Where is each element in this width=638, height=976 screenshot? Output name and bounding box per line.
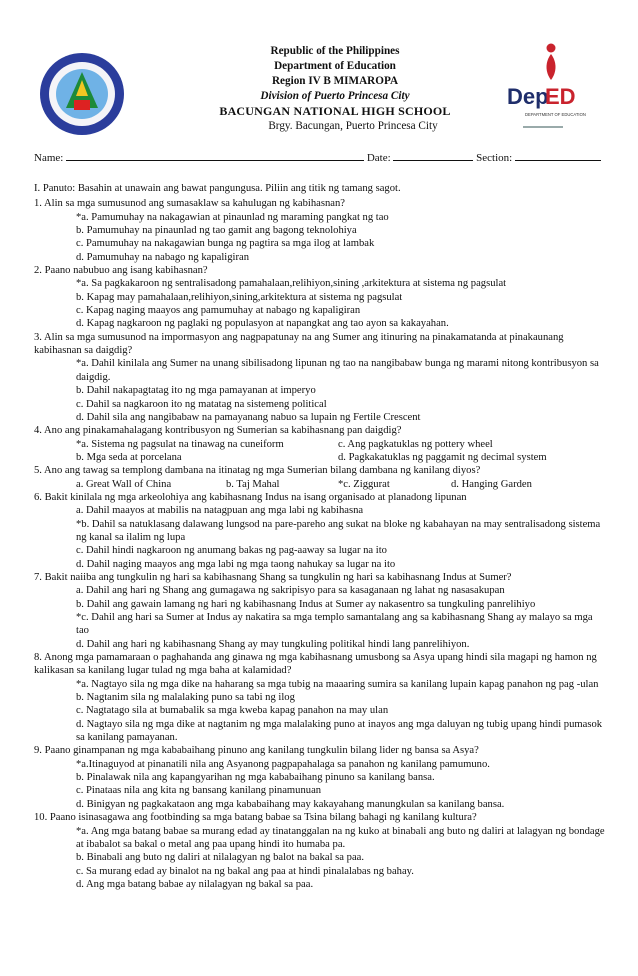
question-text: 7. Bakit naiiba ang tungkulin ng hari sa kabihasnang Shang sa tungkulin ng hari sa kabihasnang Indus at Sumer? (34, 571, 512, 583)
name-label: Name: (34, 152, 64, 164)
answer-choice: c. Nagtatago sila at bumabalik sa mga kweba kapag panahon na may ulan (76, 705, 389, 717)
answer-choice: d. Kapag nagkaroon ng paglaki ng populasyon at napangkat ang tao ayon sa kakayahan. (76, 318, 449, 330)
answer-choice: *a. Ang mga batang babae sa murang edad ay tinatanggalan na ng kuko at binabali ang buto ng daliri at lalagyan ng bondage at ibabalot sa bakal o metal ang paa upang hindi ito humaba pa. (76, 825, 605, 850)
answer-choice: c. Pamumuhay na nakagawian bunga ng pagtira sa mga ilog at lambak (76, 238, 375, 250)
answer-choice: c. Dahil hindi nagkaroon ng anumang bakas ng pag-aaway sa lugar na ito (76, 545, 387, 557)
answer-choice: b. Dahil nakapagtatag ito ng mga pamayanan at imperyo (76, 385, 316, 397)
answer-choice: c. Pinataas nila ang kita ng bansang kanilang pinamunuan (76, 785, 322, 797)
question-text: 2. Paano nabubuo ang isang kabihasnan? (34, 265, 208, 277)
svg-text:DEPARTMENT OF EDUCATION: DEPARTMENT OF EDUCATION (525, 112, 586, 117)
answer-choice-row (34, 438, 606, 451)
svg-text:ED: ED (545, 84, 576, 109)
answer-choice: *a. Sistema ng pagsulat na tinawag na cuneiform (76, 438, 284, 450)
question-text: 9. Paano ginampanan ng mga kababaihang pinuno ang kanilang tungkulin bilang lider ng bansa sa Asya? (34, 745, 479, 757)
answer-choice: a. Dahil maayos at mabilis na natagpuan ang mga labi ng kabihasna (76, 505, 364, 517)
answer-choice: c. Dahil sa nagkaroon ito ng matatag na sistemeng political (76, 398, 327, 410)
answer-choice: d. Dahil ang hari ng kabihasnang Shang ay may tungkuling politikal hindi lang panrelihiyon. (76, 638, 470, 650)
question-block (34, 464, 606, 491)
question-text: 10. Paano isinasagawa ang footbinding sa mga batang babae sa Tsina bilang bahagi ng kanilang kultura? (34, 812, 477, 824)
header-line-1: Republic of the Philippines (270, 45, 400, 57)
question-block (34, 264, 606, 331)
header-line-2: Department of Education (274, 60, 396, 72)
school-address: Brgy. Bacungan, Puerto Princesa City (268, 120, 438, 132)
answer-choice: *b. Dahil sa natuklasang dalawang lungsod na pare-pareho ang sukat na bloke ng kabahayan na may sentralisadong sistema ng kanal sa ilalim ng lupa (76, 518, 601, 543)
section-field[interactable] (515, 150, 601, 161)
answer-choice: *a. Nagtayo sila ng mga dike na haharang sa mga tubig na maaaring sumira sa kanilang lupain kapag panahon ng pag -ulan (76, 678, 599, 690)
answer-choice: b. Kapag may pamahalaan,relihiyon,sining,arkitektura at sistema ng pagsulat (76, 291, 403, 303)
answer-choice-row (34, 478, 606, 491)
answer-choice: d. Ang mga batang babae ay nilalagyan ng bakal sa paa. (76, 878, 314, 890)
question-text: 5. Ano ang tawag sa templong dambana na itinatag ng mga Sumerian bilang dambana ng kanilang diyos? (34, 465, 481, 477)
answer-choice: b. Mga seda at porcelana (76, 451, 182, 463)
answer-choice-row (34, 451, 606, 464)
question-block (34, 571, 606, 651)
question-block (34, 744, 606, 811)
svg-text:Dep: Dep (507, 84, 549, 109)
question-block (34, 424, 606, 464)
answer-choice: a. Great Wall of China (76, 478, 172, 490)
answer-choice: b. Pinalawak nila ang kapangyarihan ng mga kababaihang pinuno sa kanilang bansa. (76, 772, 435, 784)
question-list (34, 197, 606, 891)
date-label: Date: (366, 152, 391, 164)
answer-choice: c. Sa murang edad ay binalot na ng bakal ang paa at hindi pinalalabas ng bahay. (76, 865, 414, 877)
answer-choice: *a. Sa pagkakaroon ng sentralisadong pamahalaan,relihiyon,sining ,arkitektura at sistema ng pagsulat (76, 278, 507, 290)
answer-choice: *c. Ziggurat (338, 478, 390, 490)
answer-choice: d. Pamumuhay na nabago ng kapaligiran (76, 251, 249, 263)
answer-choice: d. Dahil naging maayos ang mga labi ng mga taong nahukay sa lugar na ito (76, 558, 396, 570)
header-line-4: Division of Puerto Princesa City (260, 90, 410, 102)
quiz-content (34, 182, 606, 891)
date-field[interactable] (393, 150, 473, 161)
question-text: 6. Bakit kinilala ng mga arkeolohiya ang kabihasnang Indus na isang organisado at planadong lipunan (34, 491, 467, 503)
question-block (34, 491, 606, 571)
question-text: 3. Alin sa mga sumusunod na impormasyon ang nagpapatunay na ang Sumer ang itinuring na pinakamatanda at pinakaunang kabihasnan sa daigdig? (34, 331, 564, 357)
answer-choice: d. Dahil sila ang nangibabaw na pamayanang nabuo sa lupain ng Fertile Crescent (76, 411, 421, 423)
answer-choice: c. Ang pagkatuklas ng pottery wheel (338, 438, 493, 450)
instructions: I. Panuto: Basahin at unawain ang bawat pangungusa. Piliin ang titik ng tamang sagot. (34, 183, 401, 194)
question-block (34, 331, 606, 424)
answer-choice: d. Hanging Garden (451, 478, 532, 490)
answer-choice: *a.Itinaguyod at pinanatili nila ang Asyanong pagpapahalaga sa panahon ng kanilang pamumuno. (76, 758, 490, 770)
answer-choice: d. Nagtayo sila ng mga dike at nagtanim ng mga malalaking puno at inayos ang mga daluyan ng tubig upang hindi pumasok sa kanilang pamayanan. (76, 718, 603, 744)
answer-choice: d. Binigyan ng pagkakataon ang mga kababaihang may kakayahang manungkulan sa kanilang bansa. (76, 798, 505, 810)
answer-choice: b. Dahil ang gawain lamang ng hari ng kabihasnang Indus at Sumer ay nakasentro sa tungkuling panrelihiyo (76, 598, 536, 610)
question-text: 8. Anong mga pamamaraan o paghahanda ang ginawa ng mga kabihasnang umusbong sa Asya upang hindi sila magapi ng hamon ng kalikasan sa kanilang lugar tulad ng mga baha at kalamidad? (34, 652, 597, 677)
deped-logo (505, 42, 586, 134)
answer-choice: a. Dahil ang hari ng Shang ang gumagawa ng sakripisyo para sa kasaganaan ng lahat ng nasasakupan (76, 585, 505, 597)
question-text: 4. Ano ang pinakamahalagang kontribusyon ng Sumerian sa kabihasnang pan daigdig? (34, 425, 402, 437)
student-info-line (34, 150, 606, 165)
answer-choice: b. Nagtanim sila ng malalaking puno sa tabi ng ilog (76, 692, 295, 704)
answer-choice: d. Pagkakatuklas ng paggamit ng decimal system (338, 451, 547, 463)
answer-choice: b. Pamumuhay na pinaunlad ng tao gamit ang bagong teknolohiya (76, 225, 357, 237)
header-line-3: Region IV B MIMAROPA (271, 75, 399, 87)
name-field[interactable] (66, 150, 364, 161)
answer-choice: *a. Dahil kinilala ang Sumer na unang sibilisadong lipunan ng tao na nangibabaw bunga ng marami nitong kontribusyon sa daigdig. (76, 358, 599, 383)
answer-choice: *a. Pamumuhay na nakagawian at pinaunlad ng maraming pangkat ng tao (76, 211, 389, 223)
answer-choice: b. Binabali ang buto ng daliri at nilalagyan ng balot na bakal sa paa. (76, 852, 365, 864)
document-header (0, 42, 638, 142)
question-block (34, 811, 606, 891)
answer-choice: *c. Dahil ang hari sa Sumer at Indus ay nakatira sa mga templo samantalang ang sa kabihasnang Shang ay malayo sa mga tao (76, 612, 593, 637)
answer-choice: c. Kapag naging maayos ang pamumuhay at nabago ng kapaligiran (76, 305, 361, 317)
header-text-block (150, 44, 520, 134)
answer-choice: b. Taj Mahal (226, 478, 280, 490)
question-text: 1. Alin sa mga sumusunod ang sumasaklaw sa kahulugan ng kabihasnan? (34, 198, 345, 210)
question-block (34, 651, 606, 744)
section-label: Section: (476, 152, 513, 164)
question-block (34, 197, 606, 264)
school-seal-logo (38, 50, 126, 138)
school-name: BACUNGAN NATIONAL HIGH SCHOOL (219, 104, 451, 118)
